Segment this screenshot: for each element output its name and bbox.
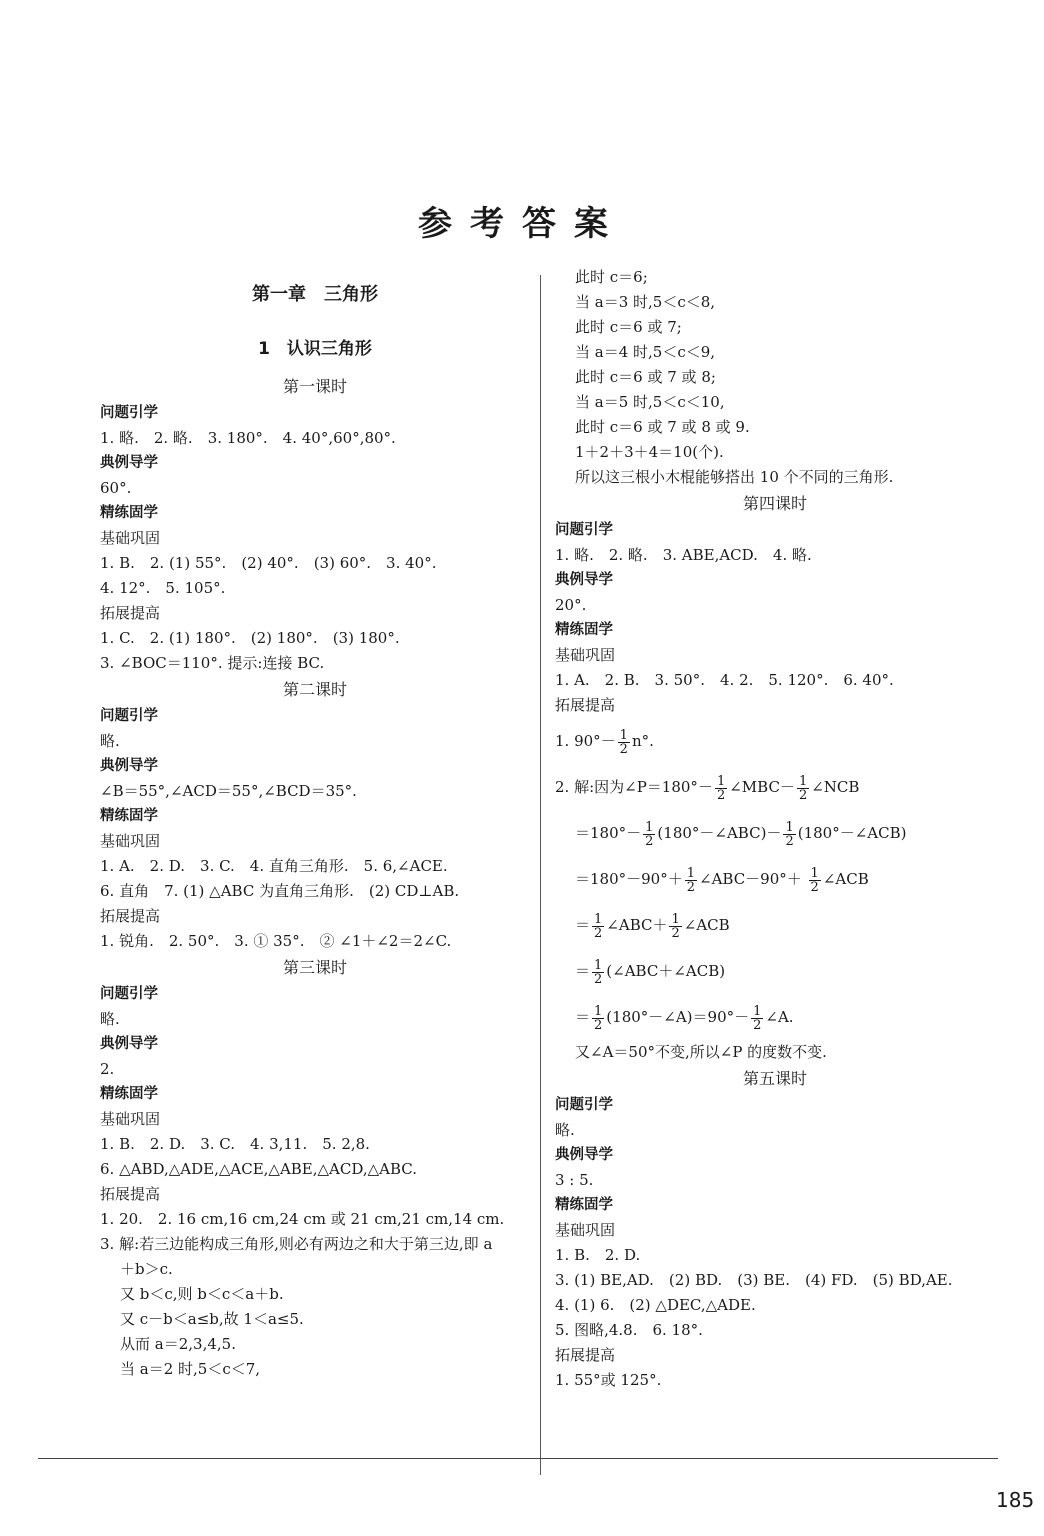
fraction: $\frac{1}{2}$ (594, 1003, 603, 1033)
answer-line: 精练固学 (100, 808, 158, 824)
fraction: $\frac{1}{2}$ (686, 865, 695, 895)
answer-line: 典例导学 (100, 1036, 158, 1052)
answer-line: 又 c－b＜a≤b,故 1＜a≤5. (120, 1310, 304, 1328)
answer-line: 精练固学 (555, 1197, 613, 1213)
fraction: $\frac{1}{2}$ (594, 957, 603, 987)
answer-line: 精练固学 (100, 1086, 158, 1102)
answer-line: 1. 55°或 125°. (555, 1371, 662, 1389)
answer-line: 此时 c＝6 或 7 或 8 或 9. (575, 418, 750, 436)
answer-line: 第一章 三角形 (252, 284, 378, 305)
answer-line: 典例导学 (100, 758, 158, 774)
answer-line: 问题引学 (555, 1097, 613, 1113)
answer-line: 问题引学 (100, 708, 158, 724)
fraction: $\frac{1}{2}$ (798, 773, 808, 803)
answer-line: 典例导学 (555, 1147, 613, 1163)
answer-line: 3. (1) BE,AD. (2) BD. (3) BE. (4) FD. (5) BD,AE. (555, 1271, 953, 1289)
answer-line: 此时 c＝6 或 7; (575, 318, 682, 336)
answer-line: 1. B. 2. D. 3. C. 4. 3,11. 5. 2,8. (100, 1135, 370, 1153)
answer-line: 当 a＝4 时,5＜c＜9, (575, 343, 716, 361)
answer-line: 拓展提高 (100, 1185, 161, 1203)
answer-line: 又∠A＝50°不变,所以∠P 的度数不变. (575, 1043, 827, 1061)
answer-line: 1. B. 2. D. (555, 1246, 641, 1264)
answer-line: 精练固学 (555, 622, 613, 638)
answer-line: 第三课时 (282, 958, 347, 977)
answer-line: 此时 c＝6 或 7 或 8; (575, 368, 716, 386)
fraction: $\frac{1}{2}$ (810, 865, 819, 895)
answer-line: 又 b＜c,则 b＜c＜a＋b. (120, 1285, 284, 1303)
answer-line: 3 : 5. (555, 1171, 594, 1189)
answer-line: 1. C. 2. (1) 180°. (2) 180°. (3) 180°. (100, 629, 400, 647)
answer-line: 问题引学 (100, 986, 158, 1002)
answer-line: 60°. (100, 479, 132, 497)
answer-line: 第二课时 (282, 680, 347, 699)
answer-line: 1. A. 2. D. 3. C. 4. 直角三角形. 5. 6,∠ACE. (100, 857, 448, 875)
answer-line: 问题引学 (555, 522, 613, 538)
answer-line: 1＋2＋3＋4＝10(个). (575, 443, 724, 461)
answer-line: 1. 略. 2. 略. 3. 180°. 4. 40°,60°,80°. (100, 429, 396, 447)
page-number: 185 (996, 1488, 1035, 1512)
answer-line: 4. 12°. 5. 105°. (100, 579, 226, 597)
answer-line: 当 a＝5 时,5＜c＜10, (575, 393, 725, 411)
answer-line: 当 a＝2 时,5＜c＜7, (120, 1360, 261, 1378)
answer-line: 拓展提高 (555, 1346, 616, 1364)
answer-line: 此时 c＝6; (575, 268, 648, 286)
bottom-rule (38, 1458, 998, 1459)
answer-line: 6. 直角 7. (1) △ABC 为直角三角形. (2) CD⊥AB. (100, 882, 460, 900)
answer-line: 1. 略. 2. 略. 3. ABE,ACD. 4. 略. (555, 546, 812, 564)
answer-line: 2. 解:因为∠P＝180°－ $\frac{1}{2}$ ∠MBC－ $\frac{1}{2}$ ∠NCB (555, 773, 860, 803)
answer-line: ＋b＞c. (120, 1260, 173, 1278)
answer-line: 基础巩固 (100, 529, 161, 547)
fraction: $\frac{1}{2}$ (753, 1003, 762, 1033)
answer-line: 基础巩固 (555, 1221, 616, 1239)
answer-line: 2. (100, 1060, 115, 1078)
answer-line: ＝180°－ $\frac{1}{2}$ (180°－∠ABC)－ $\frac{1}{2}$ (180°－∠ACB) (575, 819, 907, 849)
answer-line: 问题引学 (100, 405, 158, 421)
fraction: $\frac{1}{2}$ (671, 911, 680, 941)
answer-line: 1. B. 2. (1) 55°. (2) 40°. (3) 60°. 3. 40°. (100, 554, 437, 572)
answer-line: 6. △ABD,△ADE,△ACE,△ABE,△ACD,△ABC. (100, 1160, 417, 1178)
answer-line: 第一课时 (282, 377, 347, 396)
answer-line: 精练固学 (100, 505, 158, 521)
answer-line: 略. (100, 1010, 120, 1028)
answer-line: 3. 解:若三边能构成三角形,则必有两边之和大于第三边,即 a (100, 1235, 493, 1253)
answer-line: 从而 a＝2,3,4,5. (120, 1335, 236, 1353)
answer-line: 基础巩固 (555, 646, 616, 664)
answer-line: ＝180°－90°＋ $\frac{1}{2}$ ∠ABC－90°＋ $\frac{1}{2}$ ∠ACB (575, 865, 869, 895)
fraction: $\frac{1}{2}$ (619, 727, 628, 757)
answer-line: 4. (1) 6. (2) △DEC,△ADE. (555, 1296, 756, 1314)
answer-line: 基础巩固 (100, 832, 161, 850)
answer-line: 1 认识三角形 (258, 339, 372, 359)
answer-line: 拓展提高 (100, 907, 161, 925)
left-column (100, 265, 530, 1382)
answer-line: ＝ $\frac{1}{2}$ (180°－∠A)＝90°－ $\frac{1}{2}$ ∠A. (575, 1003, 794, 1033)
answer-line: 第四课时 (742, 494, 807, 513)
answer-line: 所以这三根小木棍能够搭出 10 个不同的三角形. (575, 468, 894, 486)
answer-line: 5. 图略,4.8. 6. 18°. (555, 1321, 703, 1339)
fraction: $\frac{1}{2}$ (594, 911, 603, 941)
column-divider (540, 275, 541, 1475)
answer-line: 20°. (555, 596, 587, 614)
answer-line: 当 a＝3 时,5＜c＜8, (575, 293, 716, 311)
fraction: $\frac{1}{2}$ (716, 773, 726, 803)
answer-line: 典例导学 (100, 455, 158, 471)
answer-line: 拓展提高 (555, 696, 616, 714)
answer-line: 1. A. 2. B. 3. 50°. 4. 2. 5. 120°. 6. 40°. (555, 671, 894, 689)
answer-line: 1. 锐角. 2. 50°. 3. ① 35°. ② ∠1＋∠2＝2∠C. (100, 932, 452, 950)
answer-line: 略. (555, 1121, 575, 1139)
page-title: 参考答案 (418, 204, 626, 244)
answer-line: 第五课时 (742, 1069, 807, 1088)
answer-line: 3. ∠BOC＝110°. 提示:连接 BC. (100, 654, 325, 672)
answer-line: ＝ $\frac{1}{2}$ (∠ABC＋∠ACB) (575, 957, 726, 987)
answer-line: ＝ $\frac{1}{2}$ ∠ABC＋ $\frac{1}{2}$ ∠ACB (575, 911, 730, 941)
answer-line: 典例导学 (555, 572, 613, 588)
fraction: $\frac{1}{2}$ (645, 819, 654, 849)
answer-line: 基础巩固 (100, 1110, 161, 1128)
answer-line: 1. 20. 2. 16 cm,16 cm,24 cm 或 21 cm,21 cm,14 cm. (100, 1210, 505, 1228)
right-column (555, 265, 995, 1393)
answer-line: 拓展提高 (100, 604, 161, 622)
answer-line: 1. 90°－ $\frac{1}{2}$ n°. (555, 727, 654, 757)
answer-line: 略. (100, 732, 120, 750)
answer-line: ∠B＝55°,∠ACD＝55°,∠BCD＝35°. (100, 782, 357, 800)
fraction: $\frac{1}{2}$ (785, 819, 794, 849)
